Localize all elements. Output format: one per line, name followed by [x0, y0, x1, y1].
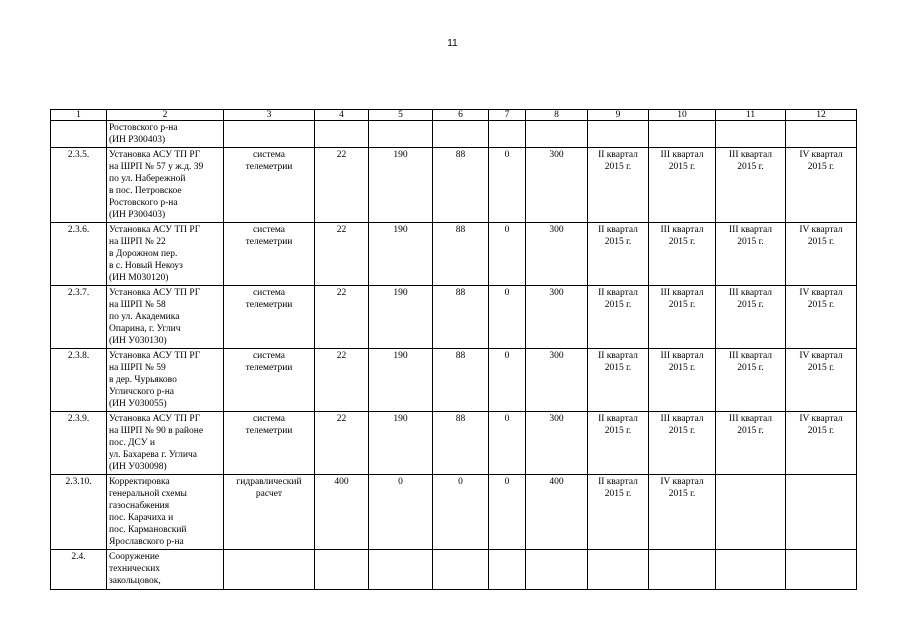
cell-text-line: на ШРП № 90 в районе	[109, 426, 204, 436]
cell-text-line: технических	[109, 564, 161, 574]
table-cell: 2.3.5.	[51, 148, 107, 223]
cell-text-line: 2015 г.	[807, 300, 835, 310]
table-cell: 2.3.10.	[51, 475, 107, 550]
table-cell	[224, 148, 315, 223]
table-cell	[224, 475, 315, 550]
cell-text-line: 2015 г.	[668, 237, 696, 247]
cell-text-line: IV квартал	[799, 150, 843, 160]
table-cell	[433, 121, 489, 148]
table-cell: 22	[315, 286, 369, 349]
cell-text-line: III квартал	[729, 288, 772, 298]
table-cell	[489, 121, 526, 148]
table-cell	[588, 286, 649, 349]
table-cell: 2.4.	[51, 550, 107, 590]
table-row	[51, 121, 857, 148]
table-cell	[433, 550, 489, 590]
cell-text-line: (ИН У030130)	[109, 336, 167, 346]
cell-text-line: пос. ДСУ и	[109, 438, 155, 448]
table-cell	[107, 223, 224, 286]
table-cell	[786, 223, 857, 286]
cell-text-line: 2015 г.	[737, 300, 764, 310]
table-cell	[315, 550, 369, 590]
table-row	[51, 475, 857, 550]
column-number-header: 9	[588, 110, 649, 121]
table-cell	[588, 121, 649, 148]
table-cell	[649, 349, 716, 412]
table-cell: 0	[489, 349, 526, 412]
column-number-header: 12	[786, 110, 857, 121]
table-cell: 300	[526, 412, 588, 475]
cell-text-line: II квартал	[598, 351, 638, 361]
cell-text-line: 2015 г.	[807, 363, 835, 373]
cell-text-line: на ШРП № 58	[109, 300, 166, 310]
table-cell	[51, 121, 107, 148]
table-cell	[649, 121, 716, 148]
table-cell: 22	[315, 223, 369, 286]
table-cell	[786, 550, 857, 590]
cell-text-line: (ИН У030055)	[109, 399, 167, 409]
cell-text-line: на ШРП № 59	[109, 363, 166, 373]
cell-text-line: IV квартал	[799, 288, 843, 298]
cell-text-line: Опарина, г. Углич	[109, 324, 181, 334]
table-cell	[489, 550, 526, 590]
table-cell	[716, 349, 786, 412]
cell-text-line: III квартал	[660, 414, 704, 424]
table-cell: 400	[315, 475, 369, 550]
table-cell	[224, 121, 315, 148]
table-cell	[588, 412, 649, 475]
table-cell	[786, 286, 857, 349]
table-cell	[786, 349, 857, 412]
cell-text-line: 2015 г.	[668, 300, 696, 310]
cell-text-line: гидравлический	[236, 477, 302, 487]
table-cell	[588, 349, 649, 412]
table-cell	[369, 550, 433, 590]
cell-text-line: 2015 г.	[807, 426, 835, 436]
cell-text-line: система	[252, 288, 286, 298]
column-number-header: 4	[315, 110, 369, 121]
cell-text-line: телеметрии	[245, 237, 293, 247]
table-cell	[107, 148, 224, 223]
column-number-header: 10	[649, 110, 716, 121]
table-cell: 22	[315, 148, 369, 223]
cell-text-line: Установка АСУ ТП РГ	[109, 150, 201, 160]
table-cell: 2.3.9.	[51, 412, 107, 475]
table-cell	[224, 286, 315, 349]
table-header-row	[51, 110, 857, 121]
cell-text-line: III квартал	[729, 351, 772, 361]
cell-text-line: система	[252, 150, 286, 160]
table-cell	[649, 412, 716, 475]
table-cell	[588, 148, 649, 223]
table-cell: 300	[526, 286, 588, 349]
cell-text-line: 2015 г.	[604, 489, 632, 499]
cell-text-line: (ИН Р300403)	[109, 135, 166, 145]
cell-text-line: в с. Новый Некоуз	[109, 261, 183, 271]
table-cell	[716, 475, 786, 550]
table-row	[51, 148, 857, 223]
cell-text-line: II квартал	[598, 477, 638, 487]
cell-text-line: II квартал	[598, 414, 638, 424]
data-table	[50, 109, 857, 590]
cell-text-line: 2015 г.	[604, 426, 632, 436]
table-cell: 2.3.6.	[51, 223, 107, 286]
table-cell	[716, 550, 786, 590]
table-cell: 190	[369, 148, 433, 223]
cell-text-line: Установка АСУ ТП РГ	[109, 225, 201, 235]
table-cell	[786, 475, 857, 550]
cell-text-line: 2015 г.	[737, 363, 764, 373]
table-cell: 300	[526, 148, 588, 223]
cell-text-line: пос. Карачиха и	[109, 513, 174, 523]
column-number-header: 1	[51, 110, 107, 121]
cell-text-line: (ИН У030098)	[109, 462, 167, 472]
table-cell	[526, 550, 588, 590]
table-cell: 300	[526, 349, 588, 412]
cell-text-line: 2015 г.	[668, 363, 696, 373]
cell-text-line: 2015 г.	[604, 300, 632, 310]
table-cell	[649, 475, 716, 550]
table-cell	[588, 475, 649, 550]
cell-text-line: Сооружение	[109, 552, 160, 562]
table-cell: 0	[489, 223, 526, 286]
cell-text-line: система	[252, 351, 286, 361]
cell-text-line: 2015 г.	[668, 489, 696, 499]
table-row	[51, 412, 857, 475]
table-cell: 190	[369, 349, 433, 412]
cell-text-line: III квартал	[660, 225, 704, 235]
column-number-header: 7	[489, 110, 526, 121]
column-number-header: 5	[369, 110, 433, 121]
cell-text-line: IV квартал	[660, 477, 704, 487]
table-cell: 0	[369, 475, 433, 550]
table-cell	[107, 550, 224, 590]
table-cell: 88	[433, 148, 489, 223]
cell-text-line: 2015 г.	[604, 237, 632, 247]
table-cell: 300	[526, 223, 588, 286]
table-cell	[649, 550, 716, 590]
cell-text-line: 2015 г.	[668, 426, 696, 436]
table-cell	[786, 121, 857, 148]
cell-text-line: система	[252, 225, 286, 235]
table-cell	[107, 475, 224, 550]
cell-text-line: III квартал	[729, 414, 772, 424]
table-cell	[786, 148, 857, 223]
table-row	[51, 349, 857, 412]
table-cell	[369, 121, 433, 148]
table-cell: 88	[433, 349, 489, 412]
cell-text-line: III квартал	[660, 288, 704, 298]
cell-text-line: Установка АСУ ТП РГ	[109, 288, 201, 298]
cell-text-line: на ШРП № 57 у ж.д. 39	[109, 162, 204, 172]
cell-text-line: в дер. Чурьяково	[109, 375, 177, 385]
table-cell: 2.3.7.	[51, 286, 107, 349]
cell-text-line: IV квартал	[799, 414, 843, 424]
column-number-header: 8	[526, 110, 588, 121]
table-row	[51, 550, 857, 590]
table-cell	[649, 148, 716, 223]
cell-text-line: пос. Кармановский	[109, 525, 187, 535]
cell-text-line: II квартал	[598, 225, 638, 235]
table-cell	[786, 412, 857, 475]
cell-text-line: 2015 г.	[737, 237, 764, 247]
cell-text-line: Ростовского р-на	[109, 123, 178, 133]
cell-text-line: Установка АСУ ТП РГ	[109, 414, 201, 424]
column-number-header: 3	[224, 110, 315, 121]
cell-text-line: Ростовского р-на	[109, 198, 178, 208]
cell-text-line: телеметрии	[245, 162, 293, 172]
table-cell: 22	[315, 349, 369, 412]
table-cell: 88	[433, 412, 489, 475]
table-cell: 0	[489, 148, 526, 223]
cell-text-line: по ул. Набережной	[109, 174, 186, 184]
table-cell	[224, 412, 315, 475]
cell-text-line: Ярославского р-на	[109, 537, 184, 547]
table-cell: 400	[526, 475, 588, 550]
cell-text-line: 2015 г.	[737, 426, 764, 436]
cell-text-line: IV квартал	[799, 225, 843, 235]
table-cell: 22	[315, 412, 369, 475]
cell-text-line: 2015 г.	[668, 162, 696, 172]
table-cell	[224, 550, 315, 590]
cell-text-line: Угличского р-на	[109, 387, 175, 397]
table-cell	[649, 286, 716, 349]
table-cell: 190	[369, 286, 433, 349]
cell-text-line: II квартал	[598, 150, 638, 160]
cell-text-line: закольцовок,	[109, 576, 161, 586]
cell-text-line: 2015 г.	[604, 363, 632, 373]
cell-text-line: в пос. Петровское	[109, 186, 182, 196]
table-cell: 0	[489, 475, 526, 550]
column-number-header: 6	[433, 110, 489, 121]
cell-text-line: система	[252, 414, 286, 424]
cell-text-line: III квартал	[660, 351, 704, 361]
table-cell	[716, 223, 786, 286]
cell-text-line: (ИН М030120)	[109, 273, 169, 283]
table-cell	[107, 121, 224, 148]
page-number: 11	[447, 38, 458, 49]
table-cell: 0	[489, 412, 526, 475]
table-cell	[224, 349, 315, 412]
cell-text-line: телеметрии	[245, 363, 293, 373]
cell-text-line: III квартал	[729, 225, 772, 235]
table-cell	[107, 286, 224, 349]
cell-text-line: II квартал	[598, 288, 638, 298]
cell-text-line: 2015 г.	[807, 237, 835, 247]
cell-text-line: в Дорожном пер.	[109, 249, 178, 259]
table-row	[51, 286, 857, 349]
cell-text-line: газоснабжения	[109, 501, 170, 511]
table-cell: 88	[433, 286, 489, 349]
cell-text-line: Установка АСУ ТП РГ	[109, 351, 201, 361]
table-cell: 190	[369, 412, 433, 475]
cell-text-line: телеметрии	[245, 426, 293, 436]
cell-text-line: генеральной схемы	[109, 489, 187, 499]
cell-text-line: по ул. Академика	[109, 312, 180, 322]
column-number-header: 2	[107, 110, 224, 121]
table-cell	[716, 148, 786, 223]
cell-text-line: Корректировка	[109, 477, 170, 487]
cell-text-line: 2015 г.	[737, 162, 764, 172]
table-cell	[716, 286, 786, 349]
table-cell	[588, 223, 649, 286]
table-cell: 2.3.8.	[51, 349, 107, 412]
cell-text-line: (ИН Р300403)	[109, 210, 166, 220]
table-cell: 0	[489, 286, 526, 349]
table-cell	[649, 223, 716, 286]
column-number-header: 11	[716, 110, 786, 121]
table-cell	[716, 412, 786, 475]
cell-text-line: ул. Бахарева г. Углича	[109, 450, 197, 460]
cell-text-line: на ШРП № 22	[109, 237, 166, 247]
cell-text-line: 2015 г.	[807, 162, 835, 172]
table-cell: 190	[369, 223, 433, 286]
table-cell	[107, 349, 224, 412]
table-cell	[526, 121, 588, 148]
cell-text-line: III квартал	[729, 150, 772, 160]
cell-text-line: расчет	[255, 489, 283, 499]
cell-text-line: IV квартал	[799, 351, 843, 361]
table-row	[51, 223, 857, 286]
table-cell	[224, 223, 315, 286]
table-cell	[315, 121, 369, 148]
table-cell	[107, 412, 224, 475]
table-cell: 88	[433, 223, 489, 286]
table-cell	[716, 121, 786, 148]
table-cell	[588, 550, 649, 590]
cell-text-line: III квартал	[660, 150, 704, 160]
table-cell: 0	[433, 475, 489, 550]
cell-text-line: 2015 г.	[604, 162, 632, 172]
cell-text-line: телеметрии	[245, 300, 293, 310]
